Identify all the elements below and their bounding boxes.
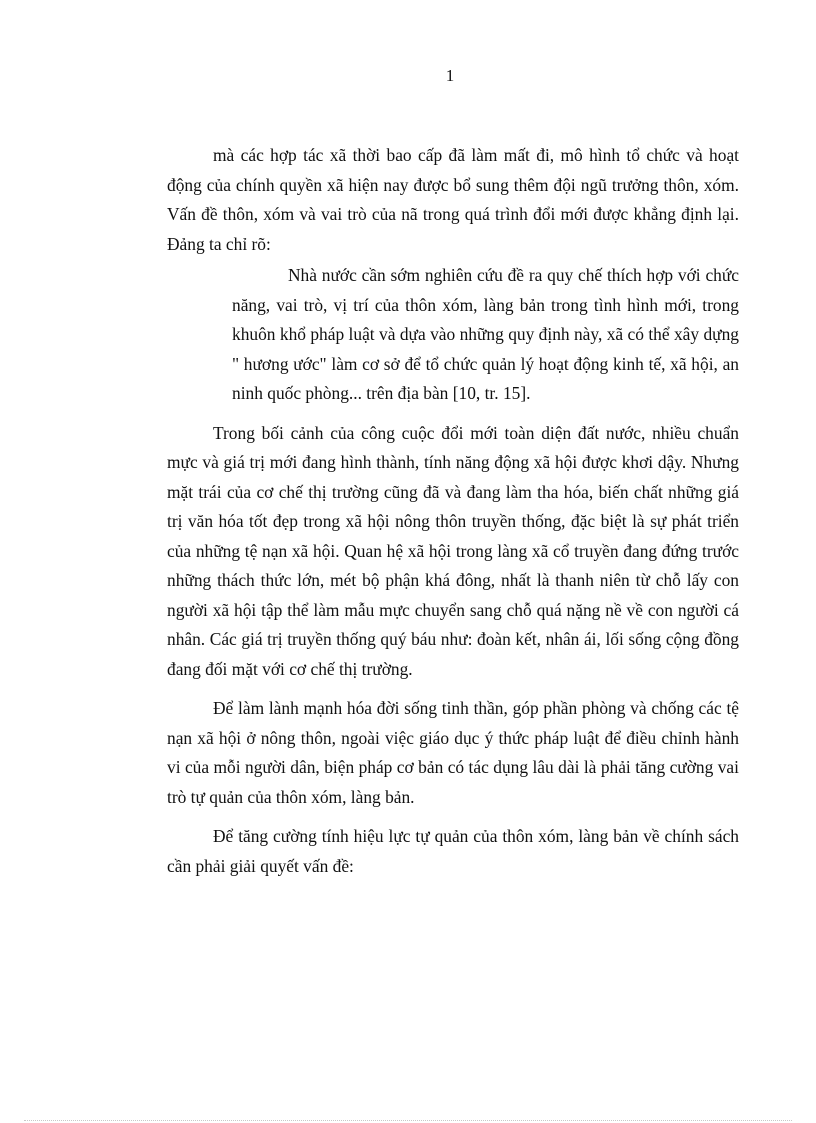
document-body <box>167 141 739 891</box>
paragraph-1: mà các hợp tác xã thời bao cấp đã làm mất đi, mô hình tổ chức và hoạt động của chính quyền xã hiện nay được bổ sung thêm đội ngũ trưởng thôn, xóm. Vấn đề thôn, xóm và vai trò của nã trong quá trình đổi mới được khẳng định lại. Đảng ta chỉ rõ: <box>167 145 739 254</box>
paragraph-2: Trong bối cảnh của công cuộc đổi mới toàn diện đất nước, nhiều chuẩn mực và giá trị mới đang hình thành, tính năng động xã hội được khơi dậy. Nhưng mặt trái của cơ chế thị trường cũng đã và đang làm tha hóa, biến chất những giá trị văn hóa tốt đẹp trong xã hội nông thôn truyền thống, đặc biệt là sự phát triển của những tệ nạn xã hội. Quan hệ xã hội trong làng xã cổ truyền đang đứng trước những thách thức lớn, mét bộ phận khá đông, nhất là thanh niên từ chỗ lấy con người xã hội tập thể làm mẫu mực chuyển sang chỗ quá nặng nề về con người cá nhân. Các giá trị truyền thống quý báu như: đoàn kết, nhân ái, lối sống cộng đồng đang đối mặt với cơ chế thị trường. <box>167 422 739 679</box>
paragraph-4: Để tăng cường tính hiệu lực tự quản của thôn xóm, làng bản về chính sách cần phải giải quyết vấn đề: <box>167 826 739 876</box>
page-number: 1 <box>445 66 455 85</box>
paragraph-3: Để làm lành mạnh hóa đời sống tinh thần, góp phần phòng và chống các tệ nạn xã hội ở nông thôn, ngoài việc giáo dục ý thức pháp luật để điều chỉnh hành vi của mỗi người dân, biện pháp cơ bản có tác dụng lâu dài là phải tăng cường vai trò tự quản của thôn xóm, làng bản. <box>167 698 739 807</box>
block-quote: Nhà nước cần sớm nghiên cứu đề ra quy chế thích hợp với chức năng, vai trò, vị trí của thôn xóm, làng bản trong tình hình mới, trong khuôn khổ pháp luật và dựa vào những quy định này, xã có thể xây dựng " hương ước" làm cơ sở để tổ chức quản lý hoạt động kinh tế, xã hội, an ninh quốc phòng... trên địa bàn [10, tr. 15]. <box>232 265 739 403</box>
page-bottom-divider <box>24 1120 792 1121</box>
